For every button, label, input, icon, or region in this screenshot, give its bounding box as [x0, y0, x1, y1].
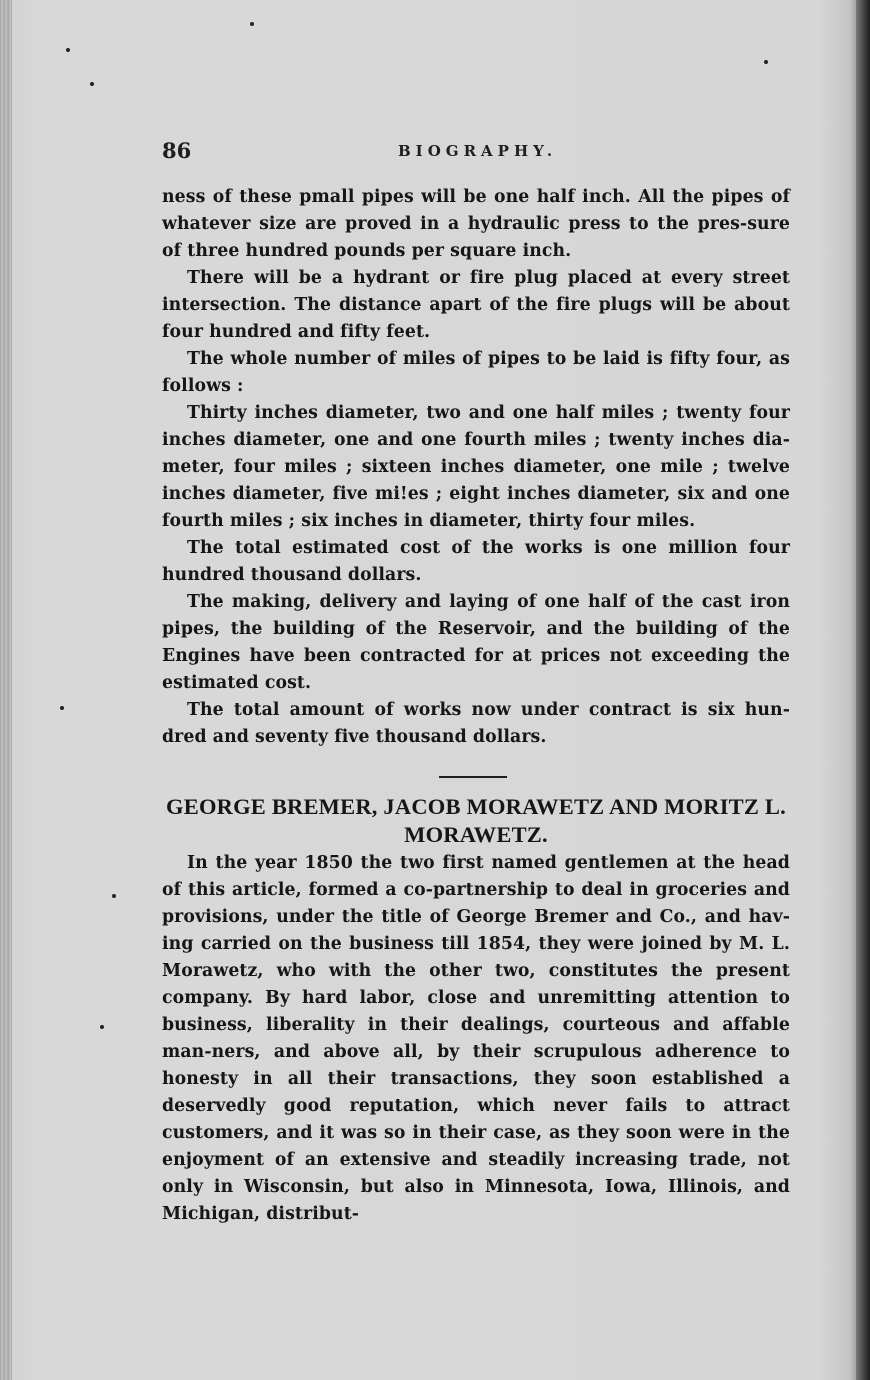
page-binding [0, 0, 12, 1380]
paragraph: The total amount of works now under contract is six hun-dred and seventy five thousand dollars. [162, 700, 790, 747]
page-speck [66, 48, 70, 52]
page-speck [250, 22, 254, 26]
continued-text [162, 184, 790, 751]
paragraph: Thirty inches diameter, two and one half miles ; twenty four inches diameter, one and one fourth miles ; twenty inches dia-meter, four miles ; sixteen inches diameter, one mile ; twelve inches diameter, five mi!es ; eight inches diameter, six and one fourth miles ; six inches in diameter, thirty four miles. [162, 403, 790, 531]
page-speck [60, 706, 64, 710]
page-number: 86 [162, 138, 192, 163]
page-speck [100, 1025, 104, 1029]
paragraph: The making, delivery and laying of one half of the cast iron pipes, the building of the Reservoir, and the building of the Engines have been contracted for at prices not exceeding the estimated cost. [162, 592, 790, 693]
article-body [162, 850, 790, 1228]
running-head [162, 138, 792, 168]
page-speck [764, 60, 768, 64]
page-speck [90, 82, 94, 86]
running-head-title: BIOGRAPHY. [398, 142, 558, 160]
paragraph: ness of these pmall pipes will be one half inch. All the pipes of whatever size are proved in a hydraulic press to the pres-sure of three hundred pounds per square inch. [162, 187, 790, 261]
page-edge [856, 0, 870, 1380]
section-divider [439, 776, 507, 778]
page-speck [112, 894, 116, 898]
article-heading: GEORGE BREMER, JACOB MORAWETZ AND MORITZ L. MORAWETZ. [166, 794, 786, 847]
paragraph: There will be a hydrant or fire plug placed at every street intersection. The distance apart of the fire plugs will be about four hundred and fifty feet. [162, 268, 790, 342]
paragraph: In the year 1850 the two first named gentlemen at the head of this article, formed a co-partnership to deal in groceries and provisions, under the title of George Bremer and Co., and hav-ing carried on the business till 1854, they were joined by M. L. Morawetz, who with the other two, constitutes the present company. By hard labor, close and unremitting attention to business, liberality in their dealings, courteous and affable man-ners, and above all, by their scrupulous adherence to honesty in all their transactions, they soon established a deservedly good reputation, which never fails to attract customers, and it was so in their case, as they soon were in the enjoyment of an extensive and steadily increasing trade, not only in Wisconsin, but also in Minnesota, Iowa, Illinois, and Michigan, distribut- [162, 853, 790, 1224]
paragraph: The whole number of miles of pipes to be laid is fifty four, as follows : [162, 349, 790, 396]
paragraph: The total estimated cost of the works is one million four hundred thousand dollars. [162, 538, 790, 585]
